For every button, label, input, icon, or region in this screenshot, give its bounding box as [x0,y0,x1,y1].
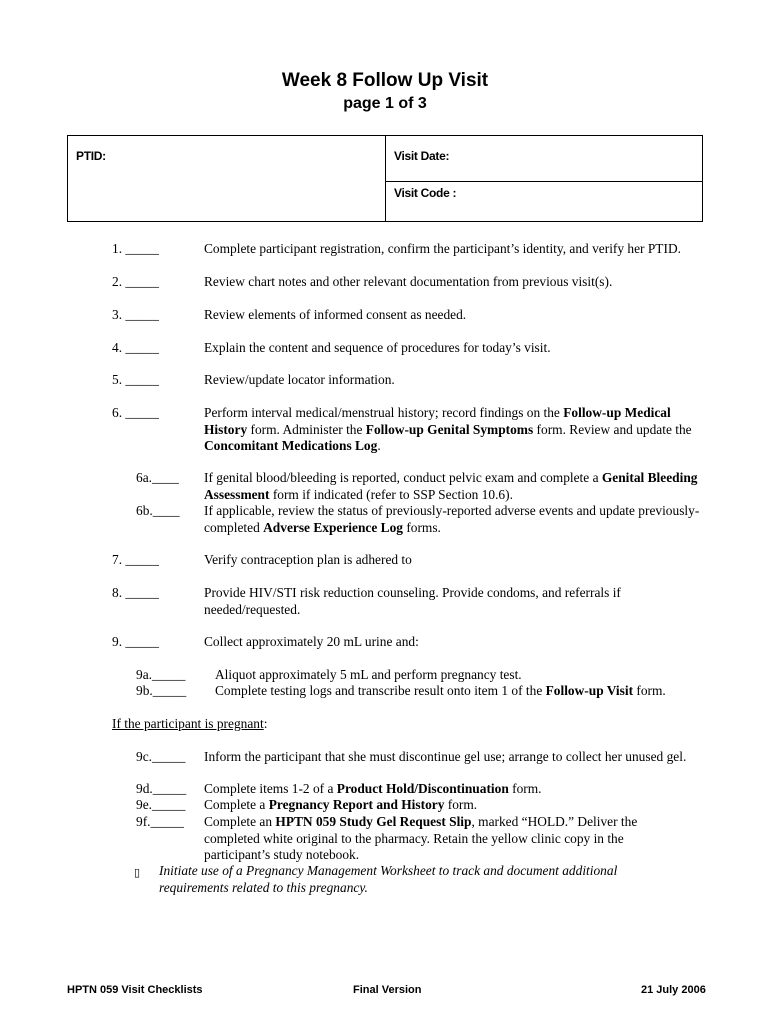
item-blank: _____ [125,585,159,600]
item-number: 9c._____ [136,749,186,764]
note-text: Initiate use of a Pregnancy Management Worksheet to track and document additional requirements related to this pregnancy. [159,863,618,895]
item-blank: _____ [125,405,159,420]
form-name: Concomitant Medications Log [204,438,378,453]
item-number: 2. [112,274,123,289]
header-table [67,135,703,222]
item-blank: _____ [125,372,159,387]
item-number: 9d._____ [136,781,187,796]
item-blank: _____ [125,552,159,567]
item-blank: _____ [125,340,159,355]
item-blank: _____ [125,307,159,322]
item-blank: _____ [125,274,159,289]
item-text: Perform interval medical/menstrual history; record findings on the Follow-up Medical History form. Administer the Follow-up Genital Symptoms form. Review and update the Concomitant Medications Log. [204,405,692,453]
item-number: 9e._____ [136,797,186,812]
item-text: Complete an HPTN 059 Study Gel Request Slip, marked “HOLD.” Deliver the completed white original to the pharmacy. Retain the yellow clinic copy in the participant’s study notebook. [204,814,638,862]
item-text: Complete testing logs and transcribe result onto item 1 of the Follow-up Visit form. [215,683,666,698]
item-number: 8. [112,585,123,600]
item-text: Complete participant registration, confirm the participant’s identity, and verify her PTID. [204,241,681,256]
item-text: If genital blood/bleeding is reported, conduct pelvic exam and complete a Genital Bleeding Assessment form if indicated (refer to SSP Section 10.6). [204,470,698,502]
item-number: 1. [112,241,123,256]
item-number: 7. [112,552,123,567]
item-number: 4. [112,340,123,355]
footer-center: Final Version [353,984,422,996]
footer-right: 21 July 2006 [641,984,706,996]
section-heading-pregnant: If the participant is pregnant: [112,716,268,731]
item-text: Aliquot approximately 5 mL and perform pregnancy test. [215,667,522,682]
item-text: Review/update locator information. [204,372,395,387]
form-name: Follow-up Medical History [204,405,671,437]
item-text: If applicable, review the status of previously-reported adverse events and update previously-completed Adverse Experience Log forms. [204,503,700,535]
table-divider [385,136,386,221]
form-name: Product Hold/Discontinuation [336,781,509,796]
table-divider [385,181,702,182]
page-title: Week 8 Follow Up Visit [281,70,489,91]
form-name: Genital Bleeding Assessment [204,470,698,502]
item-text: Review elements of informed consent as needed. [204,307,467,322]
item-number: 9b._____ [136,683,187,698]
item-number: 9a._____ [136,667,186,682]
form-name: Follow-up Visit [545,683,634,698]
item-text: Verify contraception plan is adhered to [204,552,412,567]
form-name: Pregnancy Report and History [268,797,445,812]
bullet-icon: ▯ [134,867,141,879]
item-text: Review chart notes and other relevant documentation from previous visit(s). [204,274,613,289]
item-blank: _____ [125,241,159,256]
ptid-label: PTID: [76,149,106,163]
item-number: 6a.____ [136,470,179,485]
item-text: Provide HIV/STI risk reduction counseling. Provide condoms, and referrals if needed/requested. [204,585,621,617]
visit-code-label: Visit Code : [394,186,457,200]
item-number: 9. [112,634,123,649]
item-text: Explain the content and sequence of procedures for today’s visit. [204,340,551,355]
item-number: 6b.____ [136,503,180,518]
form-name: HPTN 059 Study Gel Request Slip [275,814,472,829]
item-text: Inform the participant that she must discontinue gel use; arrange to collect her unused gel. [204,749,687,764]
item-number: 6. [112,405,123,420]
item-text: Complete items 1-2 of a Product Hold/Discontinuation form. [204,781,542,796]
item-text: Collect approximately 20 mL urine and: [204,634,419,649]
visit-date-label: Visit Date: [394,149,450,163]
footer-left: HPTN 059 Visit Checklists [67,984,203,996]
item-number: 3. [112,307,123,322]
form-name: Follow-up Genital Symptoms [365,421,534,437]
item-number: 9f._____ [136,814,184,829]
item-text: Complete a Pregnancy Report and History form. [204,797,478,812]
form-name: Adverse Experience Log [263,519,403,535]
item-number: 5. [112,372,123,387]
page-subtitle: page 1 of 3 [343,95,427,112]
item-blank: _____ [125,634,159,649]
